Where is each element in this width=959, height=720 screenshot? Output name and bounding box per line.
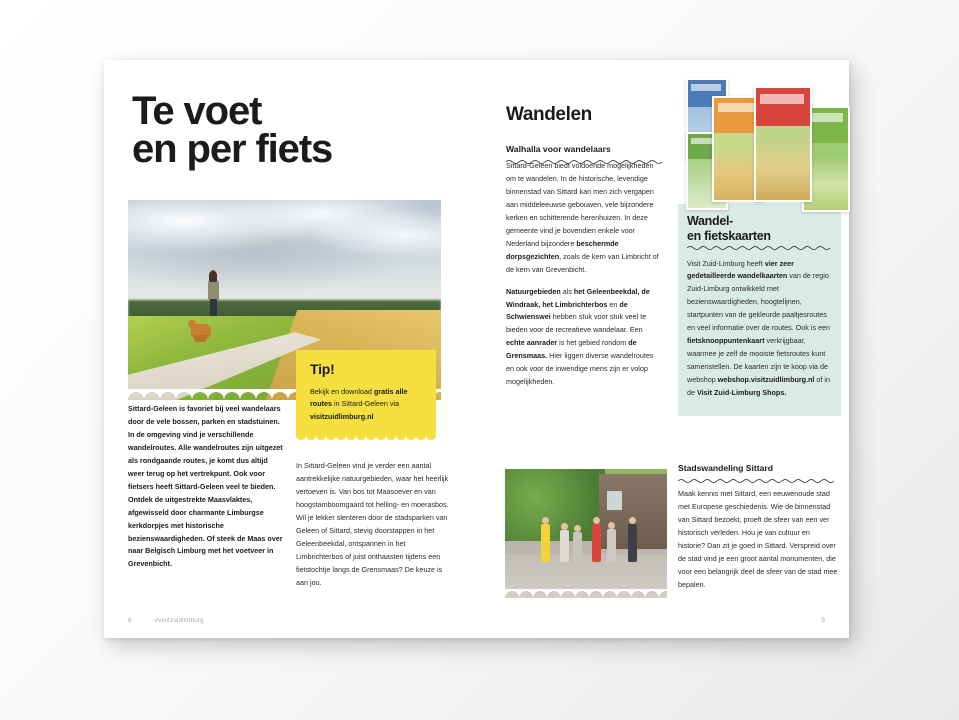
footer-hashtag: #visitzuidlimburg — [154, 617, 204, 624]
wandelkaarten-panel — [678, 204, 841, 416]
walhalla-paragraph-2: Natuurgebieden als het Geleenbeekdal, de Windraak, het Limbrichterbos en de Schwienswei hebben stuk voor stuk veel te bieden voor de recreatieve wandelaar. Een echte aanrader is het gebied rondom de Grensmaas. Hier liggen diverse wandelroutes en ook voor de inwendige mens zijn er volop mogelijkheden. — [506, 286, 654, 387]
page-title — [132, 89, 333, 172]
wandelkaarten-title-line-2: en fietskaarten — [687, 228, 771, 243]
footer-right — [821, 617, 825, 624]
photo2-person — [592, 524, 601, 562]
brochure-stack-image — [678, 76, 841, 206]
photo2-person — [560, 530, 569, 562]
wandelkaarten-body: Visit Zuid-Limburg heeft vier zeer gedetailleerde wandelkaarten van de regio Zuid-Limburg ontwikkeld met bezienswaardigheden, hoogtelijnen, startpunten van de gekleurde paaltjesroutes en veel informatie over de routes. Ook is een fietsknooppuntenkaart verkrijgbaar, waarmee je zelf de mooiste fietsroutes kunt samenstellen. De kaarten zijn te koop via de webshop webshop.visitzuidlimburg.nl of in de Visit Zuid-Limburg Shops. — [687, 258, 831, 398]
stadswandeling-body: Maak kennis met Sittard, een eeuwenoude stad met Europese geschiedenis. Wie de binnenstad van Sittard bezoekt, proeft de sfeer van een ver historisch verleden. Hou je van cultuur en historie? Dan zit je goed in Sittard. Verspreid over de stad vind je een groot aantal monumenten, die voor een belangrijk deel de sfeer van de stad mee bepalen. — [678, 489, 838, 589]
footer-left — [128, 617, 204, 624]
walhalla-body — [506, 160, 663, 389]
brochure-red-cover — [754, 86, 812, 202]
page-number-left: 8 — [128, 617, 132, 624]
headline-line-1: Te voet — [132, 89, 262, 133]
intro-paragraph: Sittard-Geleen is favoriet bij veel wandelaars door de vele bossen, parken en stadstuinen. In de omgeving vind je verschillende wandelroutes. Alle wandelroutes zijn uitgezet als rondgaande routes, je komt dus altijd weer terug op het vertrekpunt. Ook voor fietsers heeft Sittard-Geleen veel te bieden. Ontdek de uitgestrekte Maasvlaktes, afgewisseld door charmante Limburgse kerkdorpjes met historische bezienswaardigheden. Of steek de Maas over naar Belgisch Limburg met het voetveer in Grevenbicht. — [128, 404, 283, 569]
page-left — [104, 60, 476, 638]
wandelkaarten-title — [687, 214, 833, 244]
second-paragraph: In Sittard-Geleen vind je verder een aantal aantrekkelijke natuurgebieden, waar het heerlijk vertoeven is. Van bos tot Maasoever en van hoogstamboomgaard tot helling- en moerasbos. Wil je lekker slenteren door de stadsparken van Geleen of Sittard, stevig doorstappen in het Geleenbeekdal, ontspannen in het Limbrichterbos of juist onthaasten tijdens een fietstochtje langs de Grensmaas? De keuze is aan jou. — [296, 461, 449, 587]
hero-sky — [128, 200, 441, 316]
photo2-person — [628, 524, 637, 562]
page-number-right: 9 — [821, 617, 825, 624]
hero-dog-figure — [191, 324, 211, 338]
section-title-wandelen: Wandelen — [506, 104, 592, 125]
hero-walker-figure — [208, 270, 219, 316]
tip-title: Tip! — [310, 361, 335, 377]
walhalla-paragraph-1: Sittard-Geleen biedt voldoende mogelijkheden om te wandelen. In de historische, levendige binnenstad van Sittard kan men zich vergapen aan middeleeuwse gebouwen, vele bijzondere kerken en schitterende herenhuizen. In deze gemeente vind je bovendien enkele voor Nederland bijzondere beschermde dorpsgezichten, zoals de kern van Limbricht of de kern van Grevenbicht. — [506, 161, 659, 274]
photo2-trees — [505, 469, 605, 541]
tip-wavy-edge — [296, 435, 436, 443]
subtitle-walhalla: Walhalla voor wandelaars — [506, 144, 611, 154]
photo2-person — [541, 524, 550, 562]
magazine-spread — [104, 60, 849, 638]
photo2-person — [607, 529, 616, 562]
photo2-person — [573, 532, 582, 562]
squiggle-divider — [687, 245, 833, 250]
subtitle-stadswandeling: Stadswandeling Sittard — [678, 463, 774, 473]
headline-line-2: en per fiets — [132, 127, 333, 172]
squiggle-divider — [678, 478, 838, 483]
photo2-wavy-edge — [505, 589, 667, 598]
page-right — [476, 60, 849, 638]
subsection-stadswandeling — [678, 463, 838, 592]
city-walk-photo — [505, 469, 667, 598]
tip-box — [296, 350, 436, 436]
tip-body: Bekijk en download gratis alle routes in Sittard-Geleen via visitzuidlimburg.nl — [310, 387, 408, 421]
wandelkaarten-title-line-1: Wandel- — [687, 214, 734, 228]
